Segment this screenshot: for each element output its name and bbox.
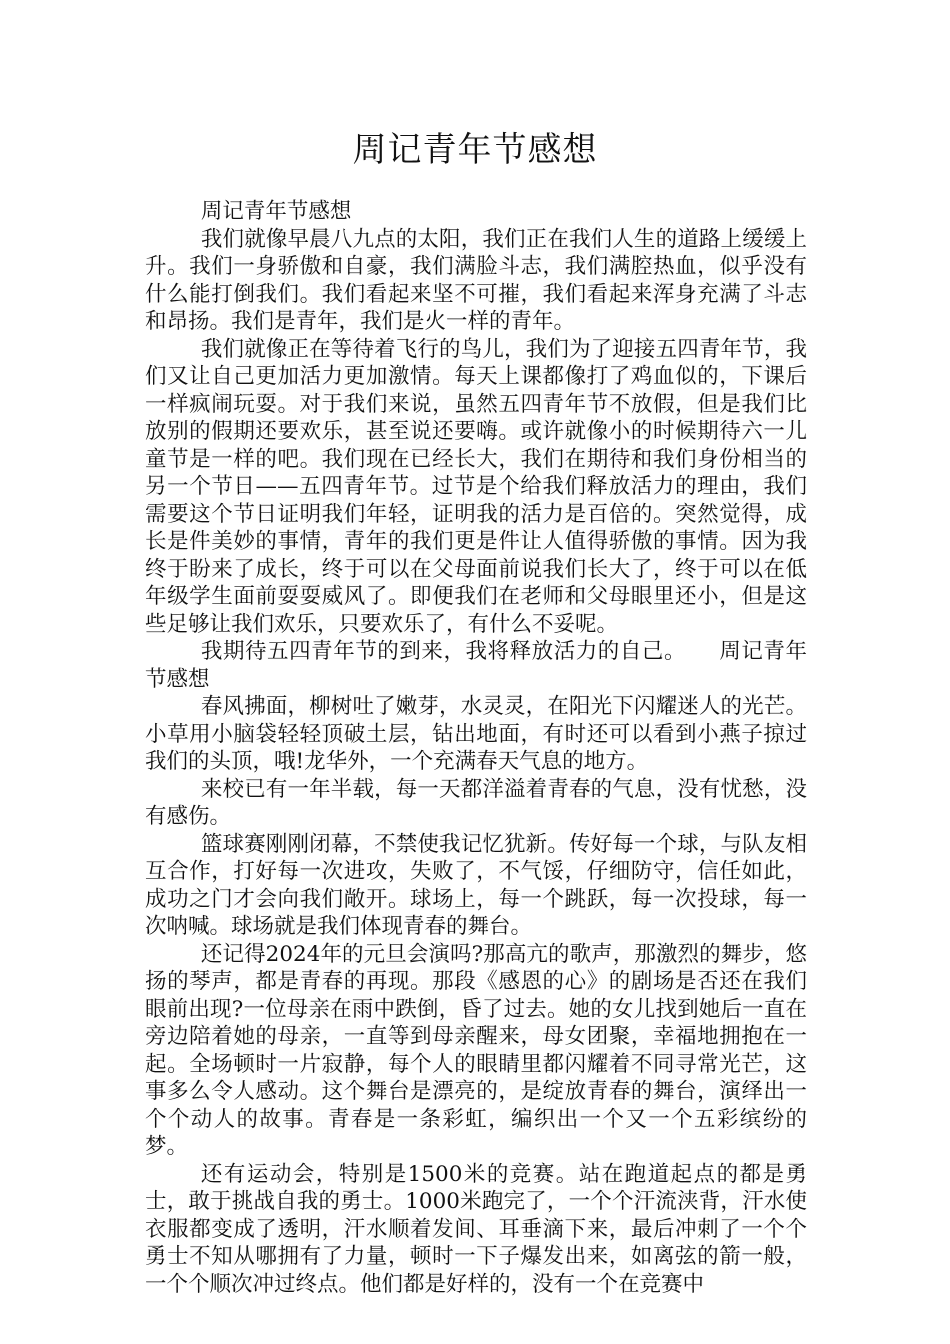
paragraph: 来校已有一年半载，每一天都洋溢着青春的气息，没有忧愁，没有感伤。 bbox=[145, 776, 807, 829]
paragraph: 春风拂面，柳树吐了嫩芽，水灵灵，在阳光下闪耀迷人的光芒。小草用小脑袋轻轻顶破土层，钻出地面，有时还可以看到小燕子掠过我们的头顶，哦!龙华外，一个充满春天气息的地方。 bbox=[145, 694, 807, 774]
paragraph: 周记青年节感想 bbox=[200, 199, 352, 224]
paragraph: 我们就像早晨八九点的太阳，我们正在我们人生的道路上缓缓上升。我们一身骄傲和自豪，我们满脸斗志，我们满腔热血，似乎没有什么能打倒我们。我们看起来坚不可摧，我们看起来浑身充满了斗志和昂扬。我们是青年，我们是火一样的青年。 bbox=[145, 226, 807, 334]
paragraph: 还记得2024年的元旦会演吗?那高亢的歌声，那激烈的舞步，悠扬的琴声，都是青春的再现。那段《感恩的心》的剧场是否还在我们眼前出现?一位母亲在雨中跌倒，昏了过去。她的女儿找到她后一直在旁边陪着她的母亲，一直等到母亲醒来，母女团聚，幸福地拥抱在一起。全场顿时一片寂静，每个人的眼睛里都闪耀着不同寻常光芒，这事多么令人感动。这个舞台是漂亮的，是绽放青春的舞台，演绎出一个个动人的故事。青春是一条彩虹，编织出一个又一个五彩缤纷的梦。 bbox=[145, 941, 807, 1159]
paragraph: 我期待五四青年节的到来，我将释放活力的自己。 周记青年节感想 bbox=[145, 639, 807, 692]
paragraph: 我们就像正在等待着飞行的鸟儿，我们为了迎接五四青年节，我们又让自己更加活力更加激情。每天上课都像打了鸡血似的，下课后一样疯闹玩耍。对于我们来说，虽然五四青年节不放假，但是我们比放别的假期还要欢乐，甚至说还要嗨。或许就像小的时候期待六一儿童节是一样的吧。我们现在已经长大，我们在期待和我们身份相当的另一个节日——五四青年节。过节是个给我们释放活力的理由，我们需要这个节日证明我们年轻，证明我的活力是百倍的。突然觉得，成长是件美妙的事情，青年的我们更是件让人值得骄傲的事情。因为我终于盼来了成长，终于可以在父母面前说我们长大了，终于可以在低年级学生面前耍耍威风了。即便我们在老师和父母眼里还小，但是这些足够让我们欢乐，只要欢乐了，有什么不妥呢。 bbox=[145, 336, 807, 637]
document-title: 周记青年节感想 bbox=[352, 130, 598, 170]
document-body bbox=[145, 198, 807, 1298]
paragraph: 还有运动会，特别是1500米的竞赛。站在跑道起点的都是勇士，敢于挑战自我的勇士。1000米跑完了，一个个汗流浃背，汗水使衣服都变成了透明，汗水顺着发间、耳垂滴下来，最后冲刺了一个个勇士不知从哪拥有了力量，顿时一下子爆发出来，如离弦的箭一般，一个个顺次冲过终点。他们都是好样的，没有一个在竞赛中 bbox=[145, 1161, 807, 1297]
paragraph: 篮球赛刚刚闭幕，不禁使我记忆犹新。传好每一个球，与队友相互合作，打好每一次进攻，失败了，不气馁，仔细防守，信任如此，成功之门才会向我们敞开。球场上，每一个跳跃，每一次投球，每一次呐喊。球场就是我们体现青春的舞台。 bbox=[145, 831, 807, 939]
